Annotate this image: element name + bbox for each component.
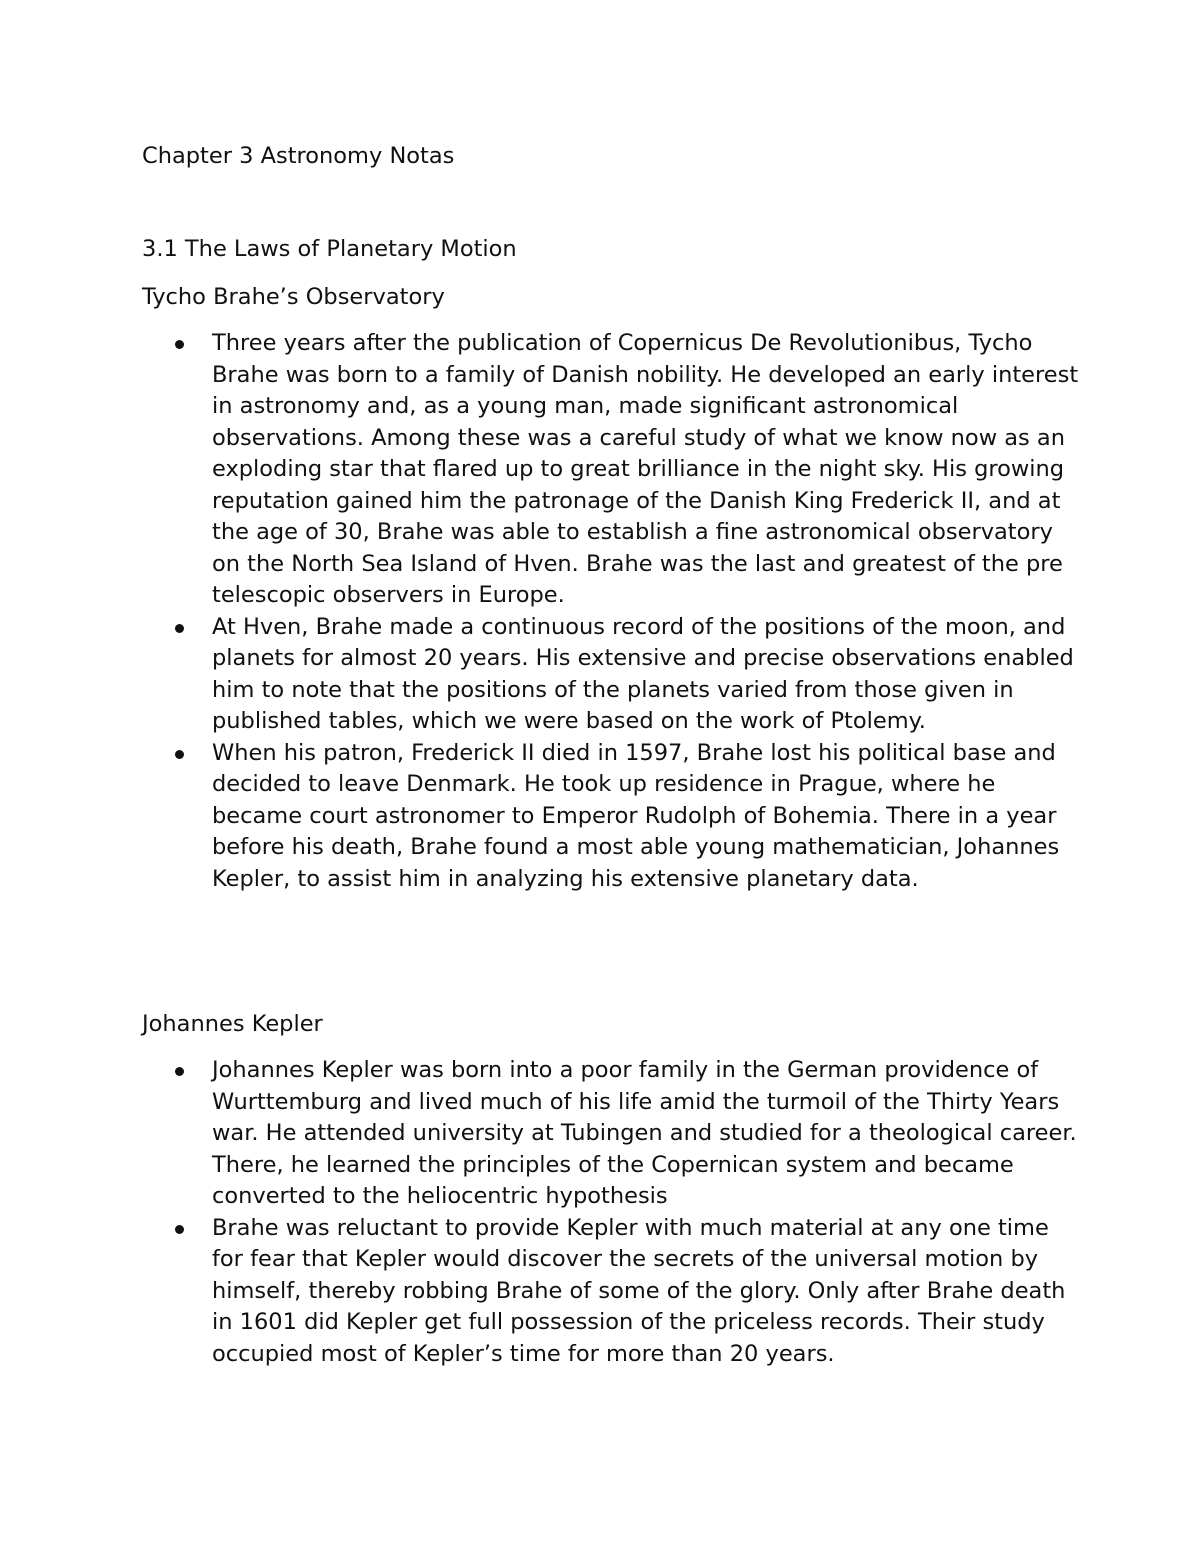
bullet-text: When his patron, Frederick II died in 1597, Brahe lost his political base and decided to leave Denmark. He took up residence in Prague, where he became court astronomer to Emperor Rudolph of Bohemia. There in a year before his death, Brahe found a most able young mathematician, Johannes Kepler, to assist him in analyzing his extensive planetary data. (212, 739, 1060, 892)
bullet-list-tycho-brahe (142, 328, 1082, 895)
section-heading: 3.1 The Laws of Planetary Motion (142, 236, 517, 262)
subheading-johannes-kepler: Johannes Kepler (142, 1011, 323, 1037)
document-title: Chapter 3 Astronomy Notas (142, 143, 455, 169)
bullet-icon (175, 624, 184, 633)
bullet-icon (175, 1225, 184, 1234)
list-item (142, 738, 1082, 896)
subheading-tycho-brahe-observatory: Tycho Brahe’s Observatory (142, 284, 445, 310)
list-item (142, 1213, 1082, 1371)
list-item (142, 1055, 1082, 1213)
bullet-text: Three years after the publication of Copernicus De Revolutionibus, Tycho Brahe was born to a family of Danish nobility. He developed an early interest in astronomy and, as a young man, made significant astronomical observations. Among these was a careful study of what we know now as an exploding star that flared up to great brilliance in the night sky. His growing reputation gained him the patronage of the Danish King Frederick II, and at the age of 30, Brahe was able to establish a fine astronomical observatory on the North Sea Island of Hven. Brahe was the last and greatest of the pre telescopic observers in Europe. (212, 330, 1079, 608)
bullet-text: Brahe was reluctant to provide Kepler with much material at any one time for fear that Kepler would discover the secrets of the universal motion by himself, thereby robbing Brahe of some of the glory. Only after Brahe death in 1601 did Kepler get full possession of the priceless records. Their study occupied most of Kepler’s time for more than 20 years. (212, 1214, 1066, 1367)
bullet-text: At Hven, Brahe made a continuous record of the positions of the moon, and planets for almost 20 years. His extensive and precise observations enabled him to note that the positions of the planets varied from those given in published tables, which we were based on the work of Ptolemy. (212, 613, 1074, 734)
bullet-icon (175, 750, 184, 759)
bullet-icon (175, 340, 184, 349)
list-item (142, 612, 1082, 738)
list-item (142, 328, 1082, 612)
bullet-list-johannes-kepler (142, 1055, 1082, 1370)
bullet-icon (175, 1067, 184, 1076)
bullet-text: Johannes Kepler was born into a poor family in the German providence of Wurttemburg and lived much of his life amid the turmoil of the Thirty Years war. He attended university at Tubingen and studied for a theological career. There, he learned the principles of the Copernican system and became converted to the heliocentric hypothesis (212, 1057, 1077, 1209)
